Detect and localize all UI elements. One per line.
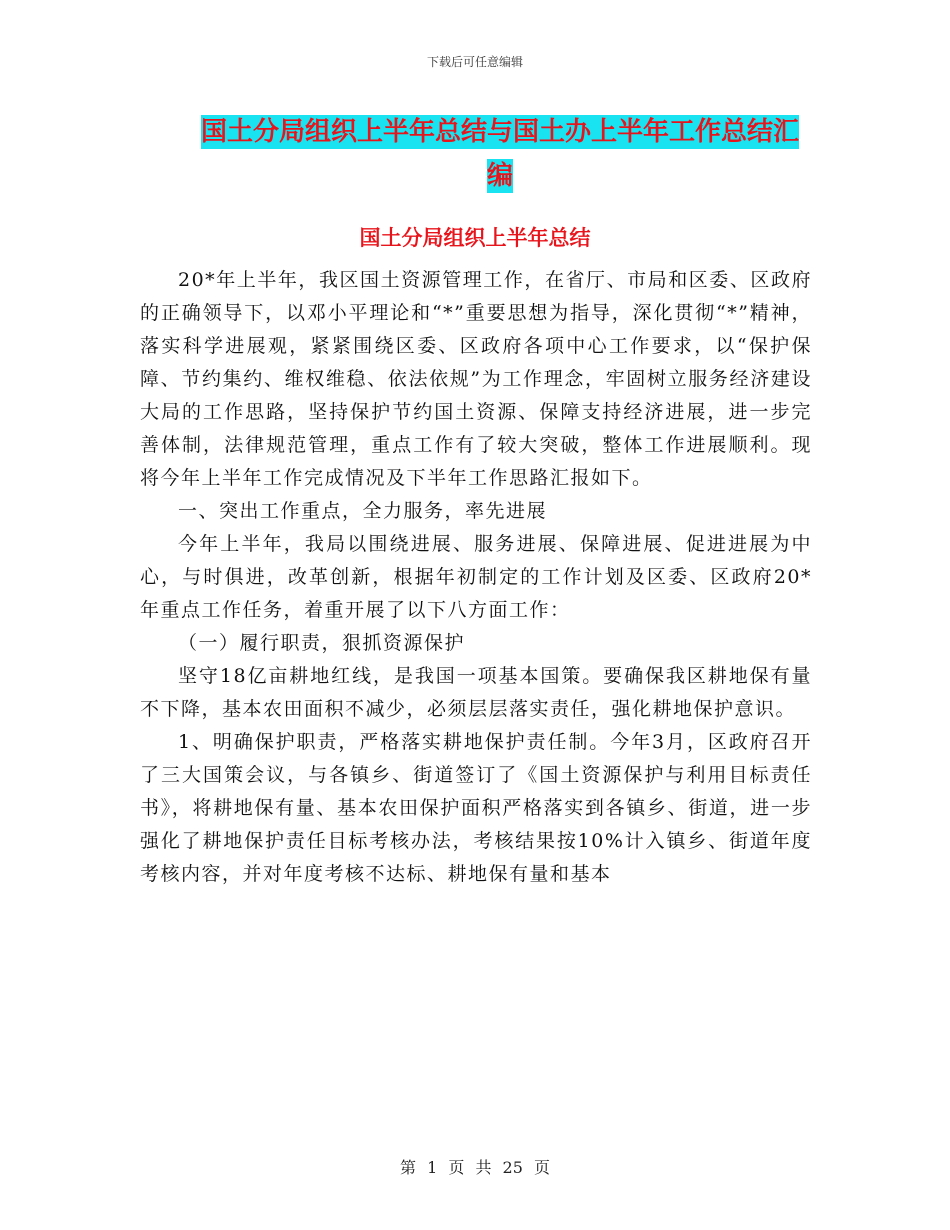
- section-title: 国土分局组织上半年总结: [359, 225, 591, 250]
- heading-level-2: （一）履行职责，狠抓资源保护: [178, 632, 466, 654]
- document-body: [140, 264, 812, 891]
- paragraph-farmland: 坚守18亿亩耕地红线，是我国一项基本国策。要确保我区耕地保有量不下降，基本农田面积不减少，必须层层落实责任，强化耕地保护意识。: [140, 665, 812, 720]
- paragraph-item-1: 1、明确保护职责，严格落实耕地保护责任制。今年3月，区政府召开了三大国策会议，与各镇乡、街道签订了《国土资源保护与利用目标责任书》，将耕地保有量、基本农田保护面积严格落实到各镇乡、街道，进一步强化了耕地保护责任目标考核办法，考核结果按10%计入镇乡、街道年度考核内容，并对年度考核不达标、耕地保有量和基本: [140, 731, 812, 885]
- heading-level-1: 一、突出工作重点，全力服务，率先进展: [178, 500, 548, 522]
- paragraph-intro: 20*年上半年，我区国土资源管理工作，在省厅、市局和区委、区政府的正确领导下，以邓小平理论和“*”重要思想为指导，深化贯彻“*”精神，落实科学进展观，紧紧围绕区委、区政府各项中心工作要求，以“保护保障、节约集约、维权维稳、依法依规”为工作理念，牢固树立服务经济建设大局的工作思路，坚持保护节约国土资源、保障支持经济进展，进一步完善体制，法律规范管理，重点工作有了较大突破，整体工作进展顺利。现将今年上半年工作完成情况及下半年工作思路汇报如下。: [140, 269, 812, 489]
- document-title: [190, 110, 810, 198]
- header-note: 下载后可任意编辑: [426, 55, 523, 69]
- paragraph-overview: 今年上半年，我局以围绕进展、服务进展、保障进展、促进进展为中心，与时俱进，改革创新，根据年初制定的工作计划及区委、区政府20*年重点工作任务，着重开展了以下八方面工作：: [140, 533, 812, 621]
- page-number: 第 1 页 共 25 页: [400, 1158, 550, 1177]
- document-title-text: 国土分局组织上半年总结与国土办上半年工作总结汇编: [200, 117, 799, 191]
